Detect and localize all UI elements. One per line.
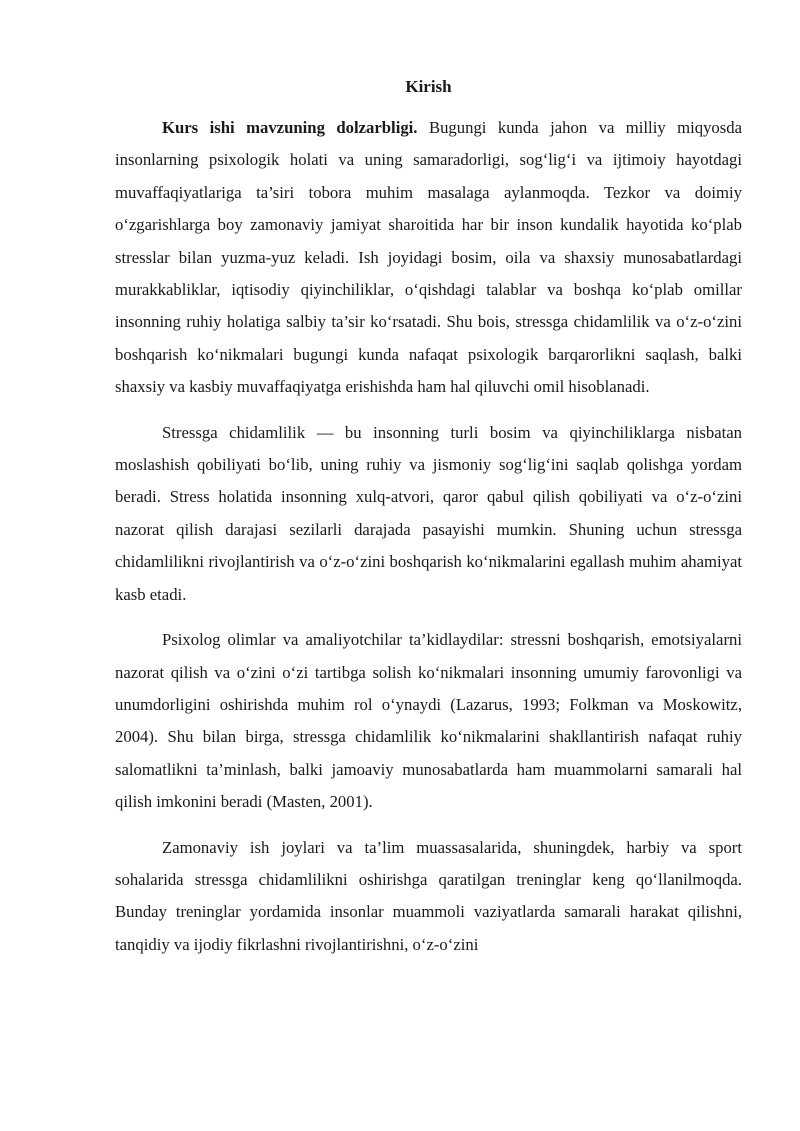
paragraph-text: Bugungi kunda jahon va milliy miqyosda insonlarning psixologik holati va uning samaradorligi, sog‘lig‘i va ijtimoiy hayotdagi muvaffaqiyatlariga ta’siri tobora muhim masalaga aylanmoqda. Tezkor va doimiy o‘zgarishlarga boy zamonaviy jamiyat sharoitida har bir inson kundalik hayotida ko‘plab stresslar bilan yuzma-yuz keladi. Ish joyidagi bosim, oila va shaxsiy munosabatlardagi murakkabliklar, iqtisodiy qiyinchiliklar, o‘qishdagi talablar va boshqa ko‘plab omillar insonning ruhiy holatiga salbiy ta’sir ko‘rsatadi. Shu bois, stressga chidamlilik va o‘z-o‘zini boshqarish ko‘nikmalari bugungi kunda nafaqat psixologik barqarorlikni saqlash, balki shaxsiy va kasbiy muvaffaqiyatga erishishda ham hal qiluvchi omil hisoblanadi. bbox=[115, 118, 743, 397]
section-heading: Kirish bbox=[405, 77, 452, 96]
paragraph-trainings bbox=[115, 832, 742, 962]
paragraph-text: Zamonaviy ish joylari va ta’lim muassasalarida, shuningdek, harbiy va sport sohalarida stressga chidamlilikni oshirishga qaratilgan treninglar keng qo‘llanilmoqda. Bunday treninglar yordamida insonlar muammoli vaziyatlarda samarali harakat qilishni, tanqidiy va ijodiy fikrlashni rivojlantirishni, o‘z-o‘zini bbox=[115, 837, 742, 954]
paragraph-relevance bbox=[115, 112, 742, 404]
document-page bbox=[115, 72, 742, 961]
paragraph-stress-resilience bbox=[115, 417, 742, 611]
paragraph-text: Psixolog olimlar va amaliyotchilar ta’kidlaydilar: stressni boshqarish, emotsiyalarni nazorat qilish va o‘zini o‘zi tartibga solish ko‘nikmalari insonning umumiy farovonligi va unumdorligini oshirishda muhim rol o‘ynaydi (Lazarus, 1993; Folkman va Moskowitz, 2004). Shu bilan birga, stressga chidamlilik ko‘nikmalarini shakllantirish nafaqat ruhiy salomatlikni ta’minlash, balki jamoaviy munosabatlarda ham muammolarni samarali hal qilish imkonini beradi (Masten, 2001). bbox=[115, 630, 742, 812]
paragraph-lead-bold: Kurs ishi mavzuning dolzarbligi. bbox=[162, 118, 418, 137]
paragraph-psychologists bbox=[115, 624, 742, 818]
paragraph-text: Stressga chidamlilik — bu insonning turli bosim va qiyinchiliklarga nisbatan moslashish qobiliyati bo‘lib, uning ruhiy va jismoniy sog‘lig‘ini saqlab qolishga yordam beradi. Stress holatida insonning xulq-atvori, qaror qabul qilish qobiliyati va o‘z-o‘zini nazorat qilish darajasi sezilarli darajada pasayishi mumkin. Shuning uchun stressga chidamlilikni rivojlantirish va o‘z-o‘zini boshqarish ko‘nikmalarini egallash muhim ahamiyat kasb etadi. bbox=[115, 422, 742, 604]
